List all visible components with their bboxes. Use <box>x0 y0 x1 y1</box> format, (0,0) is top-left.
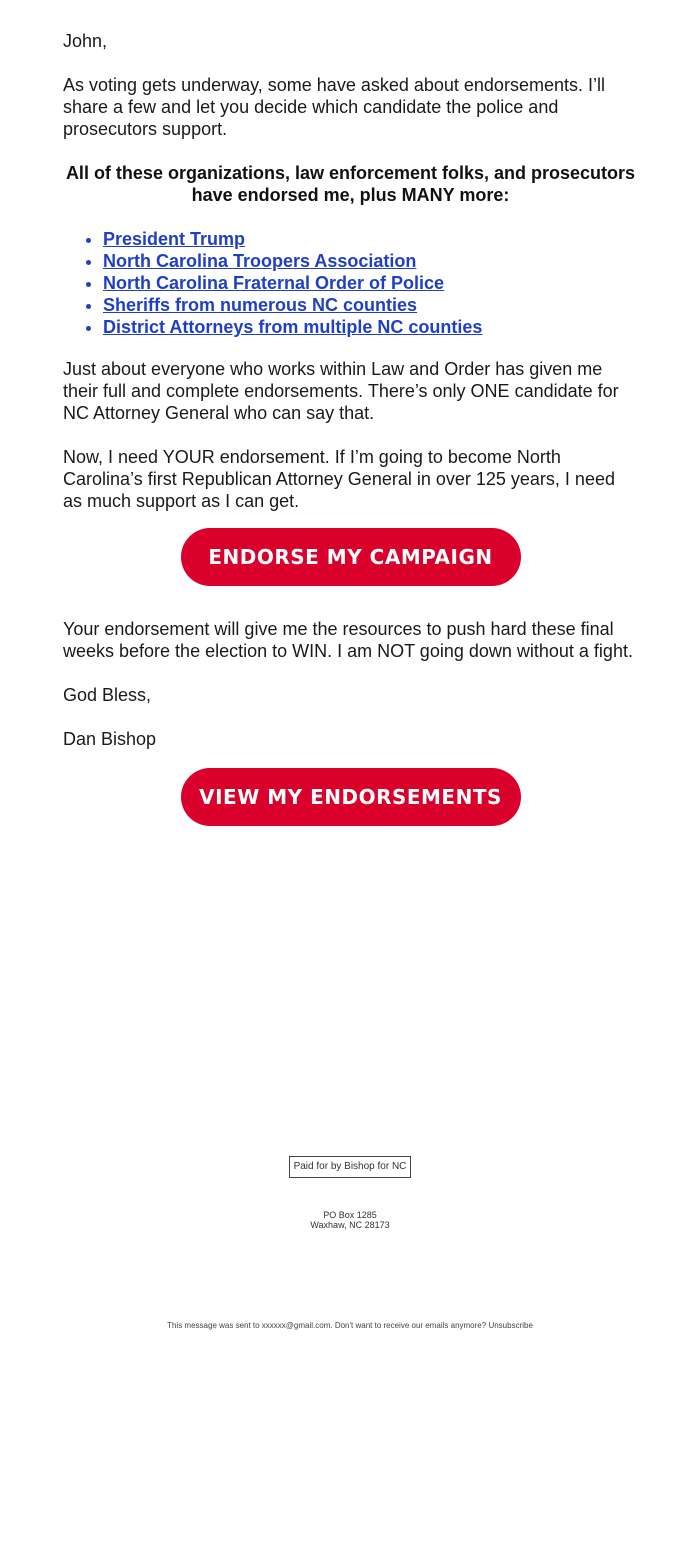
paid-for-disclaimer <box>0 1156 700 1178</box>
resources-paragraph: Your endorsement will give me the resources to push hard these final weeks before the election to WIN. I am NOT going down without a fight. <box>63 619 633 661</box>
email-body <box>63 30 638 826</box>
need-endorsement-paragraph: Now, I need YOUR endorsement. If I’m going to become North Carolina’s first Republican Attorney General in over 125 years, I need as much support as I can get. <box>63 447 615 511</box>
mailing-address <box>0 1210 700 1230</box>
endorsement-link-das[interactable]: District Attorneys from multiple NC counties <box>103 317 483 337</box>
list-item <box>103 294 638 316</box>
unsubscribe-link[interactable]: Unsubscribe <box>488 1321 533 1330</box>
endorsement-link-fop[interactable]: North Carolina Fraternal Order of Police <box>103 273 445 293</box>
endorsement-link-sheriffs[interactable]: Sheriffs from numerous NC counties <box>103 295 418 315</box>
endorsement-link-troopers[interactable]: North Carolina Troopers Association <box>103 251 417 271</box>
list-item <box>103 228 638 250</box>
intro-paragraph: As voting gets underway, some have asked about endorsements. I’ll share a few and let you decide which candidate the police and prosecutors support. <box>63 75 605 139</box>
endorse-campaign-button[interactable]: ENDORSE MY CAMPAIGN <box>181 528 521 586</box>
endorse-button-wrap <box>63 528 638 586</box>
greeting: John, <box>63 31 108 51</box>
unsubscribe-text: This message was sent to xxxxxx@gmail.com. Don't want to receive our emails anymore? <box>167 1321 487 1330</box>
address-line-2: Waxhaw, NC 28173 <box>310 1220 390 1230</box>
view-endorsements-button-wrap <box>63 768 638 826</box>
endorsements-list <box>63 228 638 338</box>
law-order-paragraph: Just about everyone who works within Law and Order has given me their full and complete endorsements. There’s only ONE candidate for NC Attorney General who can say that. <box>63 359 619 423</box>
address-line-1: PO Box 1285 <box>323 1210 377 1220</box>
endorsements-headline: All of these organizations, law enforcement folks, and prosecutors have endorsed me, plus MANY more: <box>65 163 636 205</box>
endorsement-link-trump[interactable]: President Trump <box>103 229 246 249</box>
list-item <box>103 272 638 294</box>
unsubscribe-notice <box>0 1321 700 1331</box>
list-item <box>103 250 638 272</box>
view-endorsements-button[interactable]: VIEW MY ENDORSEMENTS <box>181 768 521 826</box>
closing: God Bless, <box>63 685 152 705</box>
paid-for-box: Paid for by Bishop for NC <box>289 1156 412 1178</box>
list-item <box>103 316 638 338</box>
signature: Dan Bishop <box>63 729 157 749</box>
